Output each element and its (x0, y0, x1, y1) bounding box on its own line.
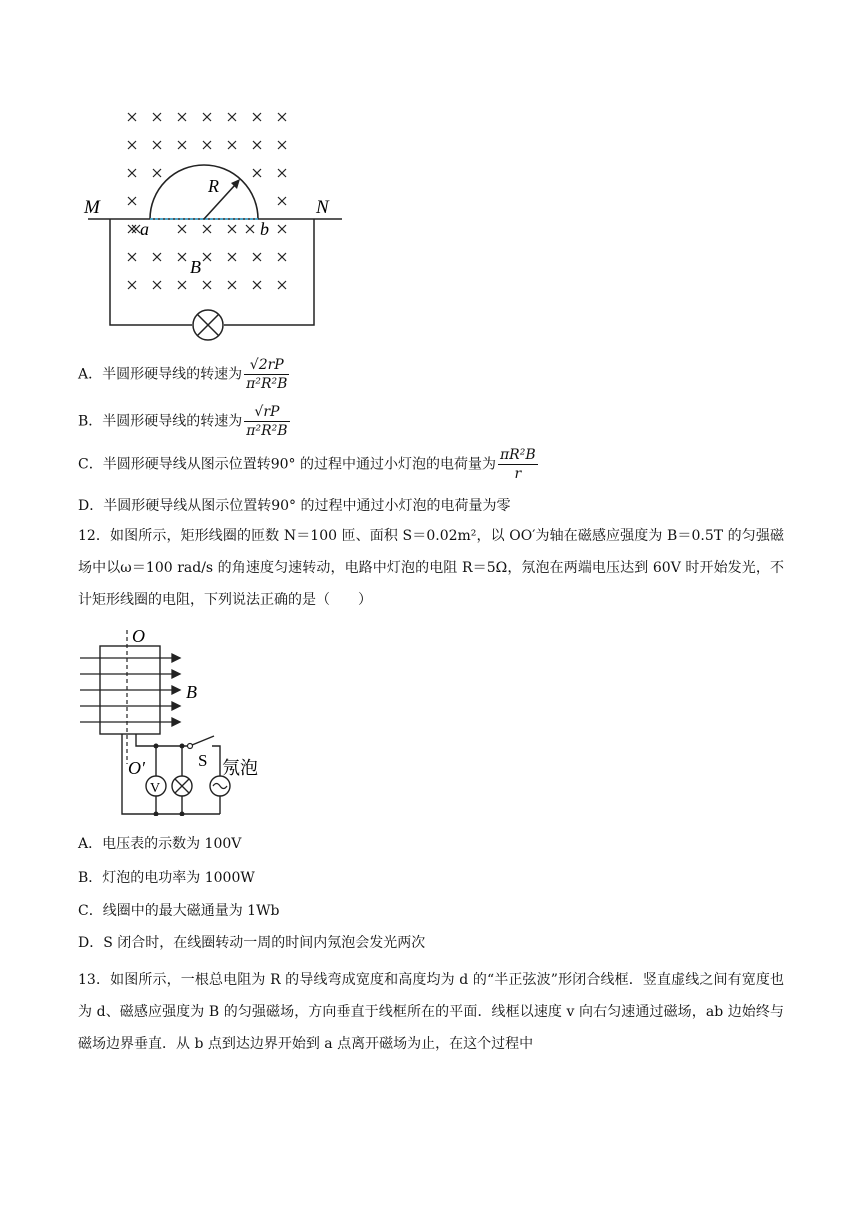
circuit-wire-right (224, 219, 314, 325)
semicircle-wire (150, 165, 258, 219)
label-B: B (186, 682, 197, 702)
fraction-denominator: π²R²B (246, 423, 288, 439)
q12-option-c: C．线圈中的最大磁通量为 1Wb (78, 903, 280, 919)
magnetic-field-crosses (128, 113, 286, 289)
label-O-prime: O′ (128, 758, 145, 778)
q11-option-c (78, 446, 538, 483)
q13-stem: 13．如图所示，一根总电阻为 R 的导线弯成宽度和高度均为 d 的“半正弦波”形闭合线框．竖直虚线之间有宽度也为 d、磁感应强度为 B 的匀强磁场，方向垂直于线框所在的平面．线框以速度 v 向右匀速通过磁场，ab 边始终与磁场边界垂直．从 b 点到达边界开始到 a 点离开磁场为止，在这个过程中 (78, 972, 784, 1052)
label-R: R (208, 176, 219, 196)
q11-option-b-text: B．半圆形硬导线的转速为 (78, 413, 243, 430)
figure-semicircle-field (80, 105, 350, 345)
label-N: N (316, 197, 329, 218)
label-S: S (198, 751, 208, 770)
switch-s-icon (192, 736, 214, 745)
label-b: b (260, 219, 269, 239)
q11-option-c-fraction (498, 446, 538, 483)
switch-contact (188, 744, 193, 749)
fraction-denominator: r (514, 466, 522, 482)
q11-option-d: D．半圆形硬导线从图示位置转90° 的过程中通过小灯泡的电荷量为零 (78, 498, 511, 514)
label-B: B (190, 257, 201, 277)
label-a: a (140, 219, 149, 239)
fraction-numerator: √rP (244, 403, 289, 422)
q12-option-d: D．S 闭合时，在线圈转动一周的时间内氖泡会发光两次 (78, 935, 426, 951)
fraction-numerator: √2rP (244, 356, 289, 375)
q11-option-c-text: C．半圆形硬导线从图示位置转90° 的过程中通过小灯泡的电荷量为 (78, 456, 496, 473)
q11-option-b-fraction (244, 403, 289, 440)
figure-coil-circuit (80, 626, 280, 816)
label-M: M (84, 197, 100, 218)
q11-option-a (78, 356, 289, 393)
fraction-denominator: π²R²B (246, 376, 288, 392)
q12-option-a: A．电压表的示数为 100V (78, 836, 242, 852)
label-neon: 氖泡 (222, 758, 258, 778)
q12-option-b: B．灯泡的电功率为 1000W (78, 870, 255, 886)
voltmeter-label: V (150, 781, 161, 796)
q12-stem: 12．如图所示，矩形线圈的匝数 N＝100 匝、面积 S＝0.02m²，以 OO′为轴在磁感应强度为 B＝0.5T 的匀强磁场中以ω＝100 rad/s 的角速度匀速转动，电路中灯泡的电阻 R＝5Ω，氖泡在两端电压达到 60V 时开始发光，不计矩形线圈的电阻，下列说法正确的是（ ） (78, 528, 784, 608)
label-O: O (132, 626, 145, 646)
field-arrows (80, 654, 180, 726)
q11-option-b (78, 403, 290, 440)
circuit-wire (110, 219, 192, 325)
q11-option-a-text: A．半圆形硬导线的转速为 (78, 366, 243, 383)
q11-option-a-fraction (244, 356, 289, 393)
fraction-numerator: πR²B (499, 447, 536, 463)
